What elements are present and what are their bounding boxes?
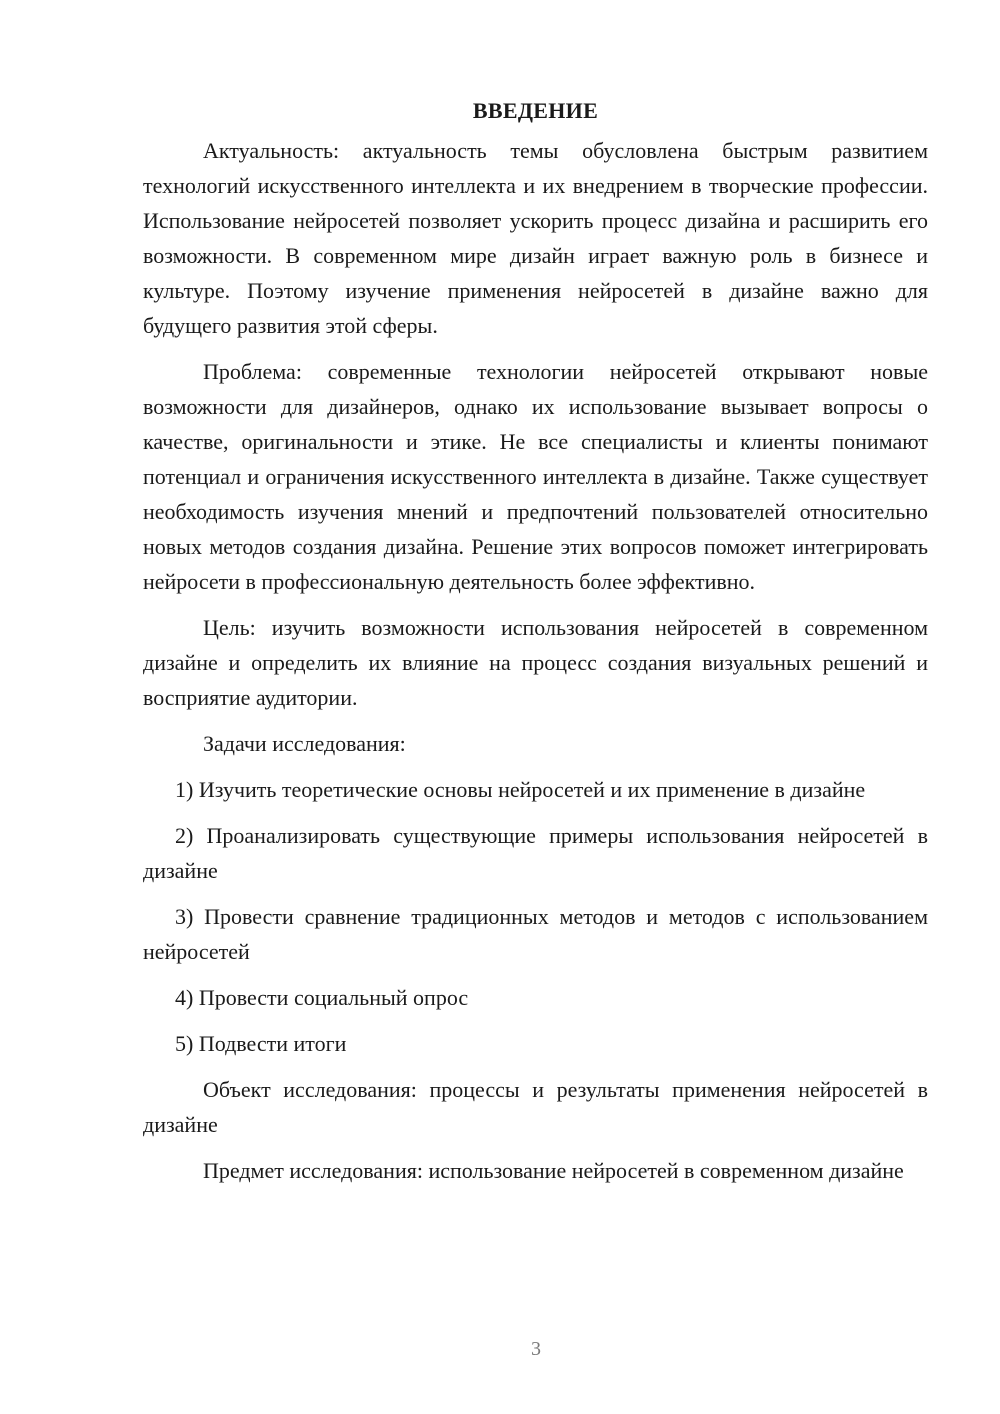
paragraph-problem: Проблема: современные технологии нейросетей открывают новые возможности для дизайнеров, однако их использование вызывает вопросы о качестве, оригинальности и этике. Не все специалисты и клиенты понимают потенциал и ограничения искусственного интеллекта в дизайне. Также существует необходимость изучения мнений и предпочтений пользователей относительно новых методов создания дизайна. Решение этих вопросов поможет интегрировать нейросети в профессиональную деятельность более эффективно. [143, 359, 928, 594]
task-item: 4) Провести социальный опрос [175, 985, 469, 1010]
page-content [143, 93, 928, 1188]
tasks-heading: Задачи исследования: [203, 731, 406, 756]
paragraph-subject: Предмет исследования: использование нейросетей в современном дизайне [203, 1158, 904, 1183]
task-item: 1) Изучить теоретические основы нейросетей и их применение в дизайне [175, 777, 866, 802]
paragraph-goal: Цель: изучить возможности использования нейросетей в современном дизайне и определить их влияние на процесс создания визуальных решений и восприятие аудитории. [143, 615, 928, 710]
task-item: 5) Подвести итоги [175, 1031, 347, 1056]
task-item: 2) Проанализировать существующие примеры использования нейросетей в дизайне [143, 823, 928, 883]
page-title: ВВЕДЕНИЕ [472, 98, 599, 123]
paragraph-object: Объект исследования: процессы и результаты применения нейросетей в дизайне [143, 1077, 928, 1137]
task-item: 3) Провести сравнение традиционных методов и методов с использованием нейросетей [143, 904, 928, 964]
page-number: 3 [531, 1338, 541, 1360]
paragraph-relevance: Актуальность: актуальность темы обусловлена быстрым развитием технологий искусственного интеллекта и их внедрением в творческие профессии. Использование нейросетей позволяет ускорить процесс дизайна и расширить его возможности. В современном мире дизайн играет важную роль в бизнесе и культуре. Поэтому изучение применения нейросетей в дизайне важно для будущего развития этой сферы. [143, 138, 928, 338]
